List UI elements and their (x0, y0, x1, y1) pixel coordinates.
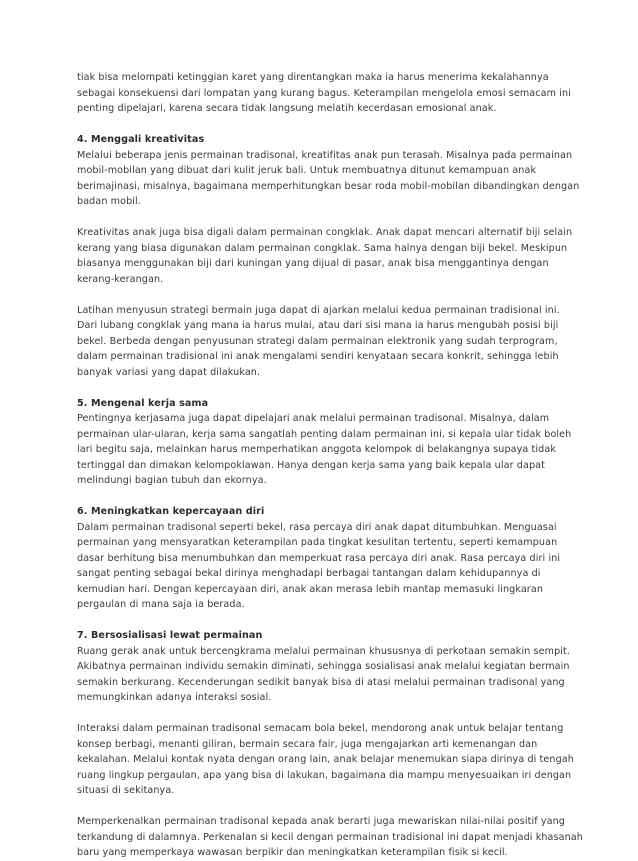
text-line: dasar berhitung bisa menumbuhkan dan memperkuat rasa percaya diri anak. Rasa percaya diri ini (77, 552, 561, 564)
text-line: Dalam permainan tradisonal seperti bekel, rasa percaya diri anak dapat ditumbuhkan. Menguasai (77, 521, 557, 533)
text-line: dalam permainan tradisional ini anak mengalami sendiri kenyataan secara konkrit, sehingga lebih (77, 351, 559, 362)
text-line: Kreativitas anak juga bisa digali dalam permainan congklak. Anak dapat mencari alternatif biji selain (77, 227, 573, 238)
section-heading-creativity: 4. Menggali kreativitas (77, 134, 205, 145)
section-heading-socialization: 7. Bersosialisasi lewat permainan (77, 630, 263, 641)
text-line: Interaksi dalam permainan tradisonal semacam bola bekel, mendorong anak untuk belajar tentang (77, 723, 564, 734)
text-line: bekel. Berbeda dengan penyusunan strategi dalam permainan elektronik yang sudah terprogram, (77, 335, 558, 347)
paragraph-confidence (77, 520, 567, 613)
text-line: terkandung di dalamnya. Perkenalan si kecil dengan permainan tradisional ini dapat menjadi khasanah (77, 831, 583, 843)
section-heading-confidence: 6. Meningkatkan kepercayaan diri (77, 506, 265, 517)
paragraph-creativity-intro (77, 148, 580, 210)
paragraph-socialization (77, 644, 571, 706)
text-line: sangat penting sebagai bekal dirinya menghadapi berbagai tantangan dalam kehidupannya di (77, 568, 541, 579)
section-heading-teamwork: 5. Mengenal kerja sama (77, 397, 209, 409)
text-line: kerang-kerangan. (77, 273, 164, 285)
paragraph-interaction (77, 721, 574, 799)
text-line: kerang yang biasa digunakan dalam permainan congklak. Sama halnya dengan biji bekel. Meskipun (77, 242, 568, 254)
text-line: Akibatnya permainan individu semakin diminati, sehingga sosialisasi anak melalui kegiatan bermain (77, 661, 570, 672)
text-line: situasi di sekitanya. (77, 785, 175, 796)
text-line: Melalui beberapa jenis permainan tradisonal, kreatifitas anak pun terasah. Misalnya pada permainan (77, 149, 573, 161)
text-line: baru yang memperkaya wawasan berpikir dan meningkatkan keterampilan fisik si kecil. (77, 847, 508, 858)
paragraph-teamwork (77, 411, 572, 489)
text-line: Memperkenalkan permainan tradisonal kepada anak berarti juga mewariskan nilai-nilai positif yang (77, 816, 565, 827)
document-page (77, 70, 583, 861)
text-line: badan mobil. (77, 196, 141, 207)
text-line: Dari lubang congklak yang mana ia harus mulai, atau dari sisi mana ia harus mengubah posisi biji (77, 320, 559, 331)
text-line: mobil-mobilan yang dibuat dari kulit jeruk bali. Untuk membuatnya ditunut kemampuan anak (77, 165, 537, 176)
text-line: konsep berbagi, menanti giliran, bermain secara fair, juga mengajarkan arti kemenangan dan (77, 738, 538, 750)
paragraph-strategy (77, 303, 567, 381)
text-line: penting dipelajari, karena secara tidak langsung melatih kecerdasan emosional anak. (77, 103, 497, 114)
text-line: tertinggal dan dimakan kelompoklawan. Hanya dengan kerja sama yang baik kepala ular dapat (77, 459, 545, 471)
text-line: kemudian hari. Dengan kepercayaan diri, anak akan merasa lebih mantap memasuki lingkaran (77, 583, 544, 595)
paragraph-conclusion (77, 814, 583, 861)
text-line: lari begitu saja, melainkan harus memperhatikan anggota kelompok di belakangnya supaya tidak (77, 444, 557, 455)
text-line: permainan ular-ularan, kerja sama sangatlah penting dalam permainan ini, si kepala ular tidak boleh (77, 428, 572, 440)
text-line: melindungi bagian tubuh dan ekornya. (77, 475, 267, 486)
text-line: ruang lingkup pergaulan, apa yang bisa di lakukan, bagaimana dia mampu menyesuaikan iri dengan (77, 769, 572, 781)
text-line: berimajinasi, misalnya, bagaimana memperhitungkan besar roda mobil-mobilan dibandingkan dengan (77, 180, 580, 192)
text-line: Ruang gerak anak untuk bercengkrama melalui permainan khususnya di perkotaan semakin sempit. (77, 645, 571, 657)
text-line: banyak variasi yang dapat dilakukan. (77, 366, 261, 378)
text-line: sebagai konsekuensi dari lompatan yang kurang bagus. Keterampilan mengelola emosi semacam ini (77, 87, 571, 99)
text-line: biasanya menggunakan biji dari kuningan yang dijual di pasar, anak bisa menggantinya dengan (77, 258, 549, 269)
text-line: Pentingnya kerjasama juga dapat dipelajari anak melalui permainan tradisonal. Misalnya, dalam (77, 413, 550, 424)
text-line: semakin berkurang. Kecenderungan sedikit banyak bisa di atasi melalui permainan tradisonal yang (77, 676, 565, 688)
paragraph-creativity-congklak (77, 225, 573, 287)
text-line: permainan yang mensyaratkan keterampilan pada tingkat kesulitan tertentu, seperti kemampuan (77, 537, 558, 548)
text-line: Latihan menyusun strategi bermain juga dapat di ajarkan melalui kedua permainan tradisional ini. (77, 304, 560, 316)
text-line: pergaulan di mana saja ia berada. (77, 599, 245, 610)
text-line: tiak bisa melompati ketinggian karet yang direntangkan maka ia harus menerima kekalahannya (77, 72, 549, 83)
text-line: memungkinkan adanya interaksi sosial. (77, 692, 272, 703)
text-line: kekalahan. Melalui kontak nyata dengan orang lain, anak belajar menemukan siapa dirinya di tengah (77, 754, 574, 765)
paragraph-emotion-management (77, 70, 571, 117)
